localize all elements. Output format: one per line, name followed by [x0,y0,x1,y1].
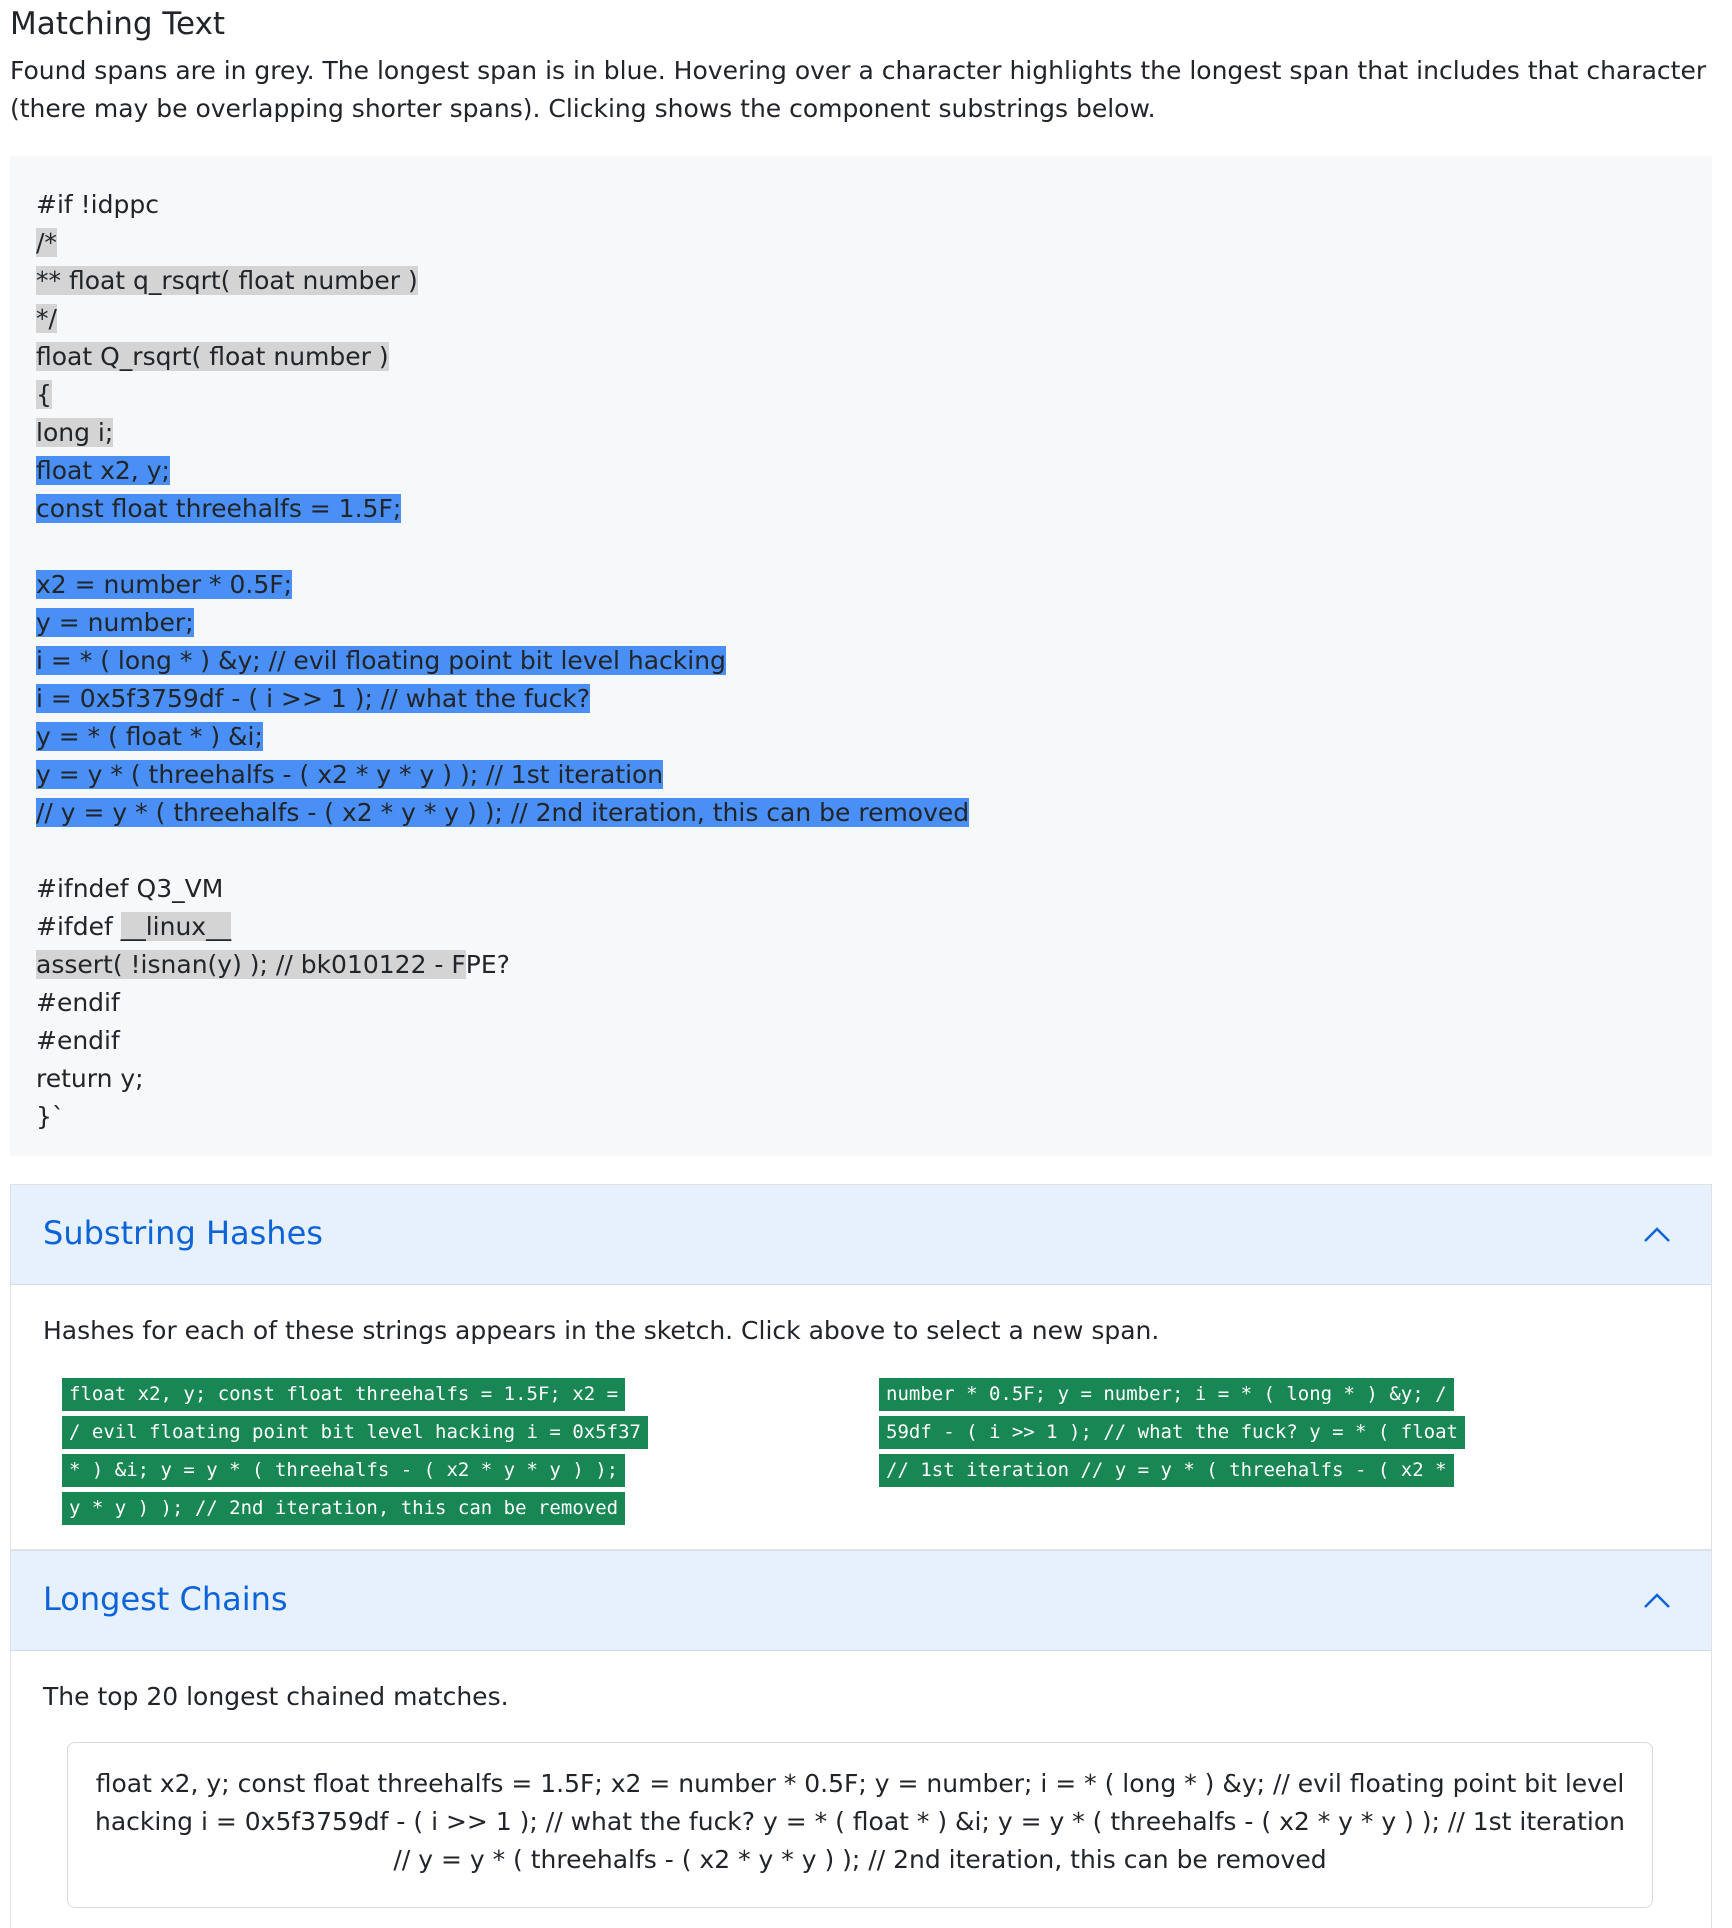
found-span[interactable]: float Q_rsqrt( float number ) [36,342,389,371]
longest-span[interactable]: y = number; [36,608,194,637]
code-line[interactable] [36,1022,120,1060]
longest-chains-title: Longest Chains [43,1580,288,1618]
hash-chip[interactable]: * ) &i; y = y * ( threehalfs - ( x2 * y * y ) ); [62,1454,625,1487]
substring-hashes-header[interactable] [11,1185,1711,1285]
code-text: #ifndef Q3_VM [36,874,224,903]
code-line[interactable] [36,604,194,642]
code-line[interactable] [36,756,663,794]
found-span[interactable]: ** float q_rsqrt( float number ) [36,266,418,295]
substring-hashes-panel [10,1184,1712,1550]
hash-chip[interactable]: float x2, y; const float threehalfs = 1.5F; x2 = [62,1378,625,1411]
code-line[interactable] [36,414,113,452]
code-text: #endif [36,1026,120,1055]
code-line[interactable] [36,794,969,832]
longest-span[interactable]: i = * ( long * ) &y; // evil floating point bit level hacking [36,646,726,675]
code-line[interactable] [36,566,292,604]
hash-chip[interactable]: // 1st iteration // y = y * ( threehalfs - ( x2 * [879,1454,1454,1487]
longest-span[interactable]: y = * ( float * ) &i; [36,722,263,751]
code-line[interactable] [36,224,57,262]
found-span[interactable]: */ [36,304,57,333]
code-text: return y; [36,1064,144,1093]
code-text: PE? [465,950,510,979]
substring-hashes-description: Hashes for each of these strings appears in the sketch. Click above to select a new span. [43,1316,1160,1345]
code-line[interactable] [36,984,120,1022]
code-line[interactable] [36,300,57,338]
code-line[interactable] [36,186,159,224]
code-line[interactable] [36,908,231,946]
code-line[interactable] [36,642,726,680]
code-line[interactable] [36,718,263,756]
hash-chip[interactable]: number * 0.5F; y = number; i = * ( long * ) &y; / [879,1378,1454,1411]
longest-span[interactable]: float x2, y; [36,456,170,485]
code-text: }` [36,1102,65,1131]
longest-span[interactable]: const float threehalfs = 1.5F; [36,494,402,523]
longest-chains-description: The top 20 longest chained matches. [43,1682,509,1711]
hash-chip[interactable]: y * y ) ); // 2nd iteration, this can be removed [62,1492,625,1525]
code-line[interactable] [36,680,590,718]
code-view [10,156,1712,1156]
code-line[interactable] [36,870,223,908]
code-text: #ifdef [36,912,121,941]
code-line[interactable] [36,490,401,528]
longest-span[interactable]: // y = y * ( threehalfs - ( x2 * y * y ) ); // 2nd iteration, this can be removed [36,798,970,827]
chain-text[interactable]: float x2, y; const float threehalfs = 1.5F; x2 = number * 0.5F; y = number; i = * ( long * ) &y; // evil floating point bit level hacking i = 0x5f3759df - ( i >> 1 ); // what the fuck? y = * ( float * ) &i; y = y * ( threehalfs - ( x2 * y * y ) ); // 1st iteration // y = y * ( threehalfs - ( x2 * y * y ) ); // 2nd iteration, this can be removed [94,1769,1626,1874]
hash-chip[interactable]: / evil floating point bit level hacking i = 0x5f37 [62,1416,648,1449]
chevron-up-icon[interactable] [1641,1219,1673,1251]
longest-span[interactable]: y = y * ( threehalfs - ( x2 * y * y ) ); // 1st iteration [36,760,664,789]
longest-span[interactable]: i = 0x5f3759df - ( i >> 1 ); // what the fuck? [36,684,591,713]
found-span[interactable]: long i; [36,418,114,447]
longest-chains-header[interactable] [11,1551,1711,1651]
chevron-up-icon[interactable] [1641,1585,1673,1617]
code-text: #if !idppc [36,190,159,219]
code-line[interactable] [36,1098,64,1136]
longest-span[interactable]: x2 = number * 0.5F; [36,570,293,599]
longest-chains-panel [10,1550,1712,1928]
hash-chip[interactable]: 59df - ( i >> 1 ); // what the fuck? y = * ( float [879,1416,1465,1449]
found-span[interactable]: assert( !isnan(y) ); // bk010122 - F [36,950,466,979]
code-line[interactable] [36,376,52,414]
found-span[interactable]: { [36,380,52,409]
found-span[interactable]: /* [36,228,57,257]
intro-text: Found spans are in grey. The longest span is in blue. Hovering over a character highlights the longest span that includes that character (there may be overlapping shorter spans). Clicking shows the component substrings below. [10,56,1707,123]
code-line[interactable] [36,338,389,376]
code-line[interactable] [36,1060,144,1098]
substring-hashes-title: Substring Hashes [43,1214,323,1252]
code-line[interactable] [36,946,510,984]
code-line[interactable] [36,452,170,490]
code-text: #endif [36,988,120,1017]
page-title: Matching Text [10,6,226,42]
found-span[interactable]: __linux__ [120,912,232,941]
code-line[interactable] [36,262,418,300]
chain-card [67,1742,1653,1908]
